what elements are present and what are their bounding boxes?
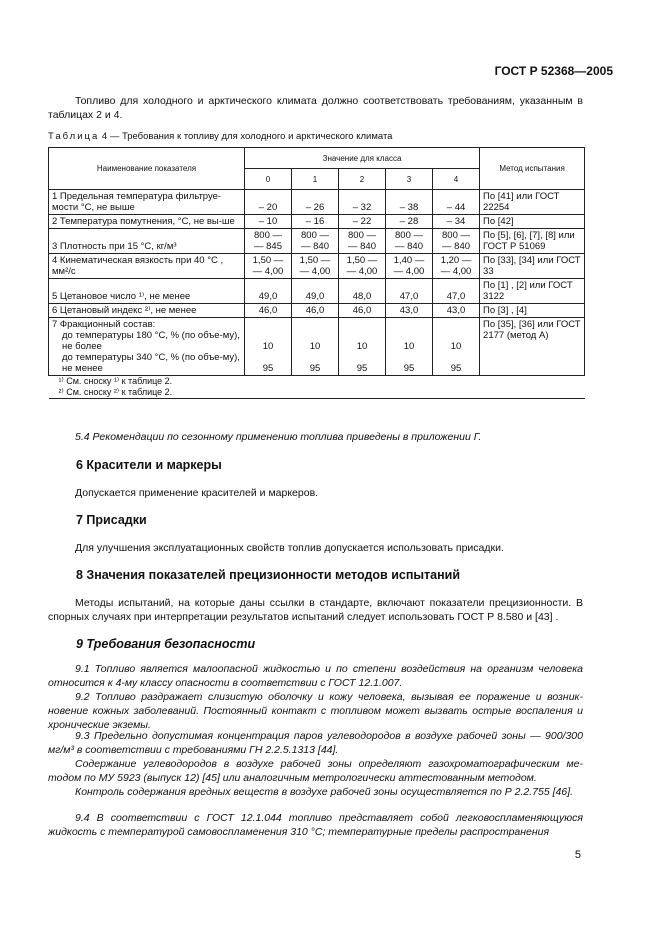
cell-value: 46,0: [339, 304, 386, 318]
cell-value: – 20: [245, 190, 292, 215]
table-row: [49, 254, 585, 279]
cell-value: – 28: [386, 215, 433, 229]
row-method: По [5], [6], [7], [8] или ГОСТ Р 51069: [480, 229, 585, 254]
row-method: По [1] , [2] или ГОСТ 3122: [480, 279, 585, 304]
class-header: 2: [339, 169, 386, 190]
table-note: [49, 387, 585, 399]
table-row: [49, 279, 585, 304]
cell-value: – 16: [292, 215, 339, 229]
fraction-title: 7 Фракционный состав:: [52, 319, 156, 330]
row-name: 6 Цетановый индекс ²⁾, не менее: [49, 304, 245, 318]
cell-value: – 32: [339, 190, 386, 215]
cell-value: [339, 318, 386, 376]
section-7-text: Для улучшения эксплуатационных свойств топлив допускается использовать присадки.: [75, 542, 504, 554]
value-340: 95: [309, 363, 321, 374]
cell-value: 1,20 — — 4,00: [433, 254, 480, 279]
table-row: [49, 318, 585, 376]
table-row: [49, 304, 585, 318]
cell-value: 1,50 — — 4,00: [292, 254, 339, 279]
page-number: 5: [574, 849, 581, 861]
document-code: ГОСТ Р 52368—2005: [494, 64, 613, 78]
cell-value: 47,0: [433, 279, 480, 304]
cell-value: 49,0: [245, 279, 292, 304]
paragraph-9-3-content: Содержание углеводородов в воздухе рабочей зоны определяют газохроматографическим ме-тодом по МУ 5923 (выпуск 12) [45] или аналогичным метрологически аттестованным методом.: [48, 758, 583, 784]
table-note: [49, 376, 585, 388]
note-text: ¹⁾ См. сноску ¹⁾ к таблице 2.: [58, 376, 173, 386]
row-method: По [35], [36] или ГОСТ 2177 (метод А): [480, 318, 585, 376]
cell-value: 800 — — 840: [386, 229, 433, 254]
class-header: 0: [245, 169, 292, 190]
note-text: ²⁾ См. сноску ²⁾ к таблице 2.: [49, 387, 585, 399]
class-header: 3: [386, 169, 433, 190]
paragraph-9-4: 9.4 В соответствии с ГОСТ 12.1.044 топливо представляет собой легковоспламеняющуюся жидкость с температурой самовоспламенения 310 °С; температурные пределы распространения: [48, 812, 583, 838]
cell-value: 800 — — 840: [339, 229, 386, 254]
value-180: 10: [309, 341, 321, 352]
value-340: 95: [450, 363, 462, 374]
fraction-180: до температуры 180 °С, % (по объе-му), не более: [62, 330, 240, 352]
paragraph-9-1: 9.1 Топливо является малоопасной жидкостью и по степени воздействия на организм человека относится к 4-му классу опасности в соответствии с ГОСТ 12.1.007.: [48, 663, 583, 689]
value-180: 10: [262, 341, 274, 352]
cell-value: [245, 318, 292, 376]
cell-value: 1,50 — — 4,00: [339, 254, 386, 279]
paragraph-5-4: 5.4 Рекомендации по сезонному применению топлива приведены в приложении Г.: [75, 431, 482, 443]
value-340: 95: [262, 363, 274, 374]
cell-value: [433, 318, 480, 376]
cell-value: 1,40 — — 4,00: [386, 254, 433, 279]
class-header: 4: [433, 169, 480, 190]
value-180: 10: [450, 341, 462, 352]
col-name-header: Наименование показателя: [49, 148, 245, 190]
table-caption-label: Таблица: [48, 131, 100, 142]
cell-value: – 34: [433, 215, 480, 229]
table-caption-text: 4 — Требования к топливу для холодного и арктического климата: [101, 131, 393, 142]
cell-value: 800 — — 845: [245, 229, 292, 254]
value-340: 95: [403, 363, 415, 374]
section-8-title: 8 Значения показателей прецизионности методов испытаний: [76, 568, 461, 582]
cell-value: 800 — — 840: [292, 229, 339, 254]
section-7-title: 7 Присадки: [76, 513, 147, 527]
cell-value: – 10: [245, 215, 292, 229]
cell-value: – 38: [386, 190, 433, 215]
row-name: 3 Плотность при 15 °С, кг/м³: [49, 229, 245, 254]
row-method: По [33], [34] или ГОСТ 33: [480, 254, 585, 279]
cell-value: 46,0: [245, 304, 292, 318]
row-method: По [42]: [480, 215, 585, 229]
requirements-table: [48, 147, 585, 399]
cell-value: – 22: [339, 215, 386, 229]
cell-value: 800 — — 840: [433, 229, 480, 254]
table-row: [49, 215, 585, 229]
cell-value: [292, 318, 339, 376]
cell-value: 47,0: [386, 279, 433, 304]
row-method: По [3] , [4]: [480, 304, 585, 318]
cell-value: 43,0: [433, 304, 480, 318]
paragraph-9-2: 9.2 Топливо раздражает слизистую оболочку и кожу человека, вызывая ее поражение и возник-новение кожных заболеваний. Постоянный контакт с топливом может вызвать острые воспаления и хронические экземы.: [48, 691, 583, 731]
value-340: 95: [356, 363, 368, 374]
paragraph-9-3: 9.3 Предельно допустимая концентрация паров углеводородов в воздухе рабочей зоны — 900/300 мг/м³ в соответствии с требованиями ГН 2.2.5.1313 [44].: [48, 730, 583, 756]
row-name: 4 Кинематическая вязкость при 40 °С , мм²/с: [49, 254, 245, 279]
section-8-text: Методы испытаний, на которые даны ссылки в стандарте, включают показатели прецизионности. В спорных случаях при интерпретации результатов испытаний следует использовать ГОСТ Р 8.580 и [43] .: [48, 597, 583, 623]
cell-value: 43,0: [386, 304, 433, 318]
value-180: 10: [356, 341, 368, 352]
col-class-header: Значение для класса: [245, 148, 480, 169]
cell-value: 48,0: [339, 279, 386, 304]
row-method: По [41] или ГОСТ 22254: [480, 190, 585, 215]
row-name: 2 Температура помутнения, °С, не вы-ше: [49, 215, 245, 229]
table-caption: [48, 131, 392, 142]
cell-value: – 44: [433, 190, 480, 215]
row-name: 1 Предельная температура фильтруе-мости °С, не выше: [49, 190, 245, 215]
table-row: [49, 190, 585, 215]
cell-value: 49,0: [292, 279, 339, 304]
paragraph-9-3-control: Контроль содержания вредных веществ в воздухе рабочей зоны осуществляется по Р 2.2.755 [46].: [75, 786, 574, 798]
cell-value: [386, 318, 433, 376]
cell-value: – 26: [292, 190, 339, 215]
intro-paragraph: Топливо для холодного и арктического климата должно соответствовать требованиям, указанным в таблицах 2 и 4.: [48, 95, 583, 121]
table-row: [49, 229, 585, 254]
value-180: 10: [403, 341, 415, 352]
cell-value: 46,0: [292, 304, 339, 318]
cell-value: 1,50 — — 4,00: [245, 254, 292, 279]
section-9-title: 9 Требования безопасности: [76, 637, 256, 651]
class-header: 1: [292, 169, 339, 190]
col-method-header: Метод испытания: [480, 148, 585, 190]
section-6-title: 6 Красители и маркеры: [76, 458, 222, 472]
row-name: 5 Цетановое число ¹⁾, не менее: [49, 279, 245, 304]
fraction-340: до температуры 340 °С, % (по объе-му), не менее: [62, 352, 240, 374]
section-6-text: Допускается применение красителей и маркеров.: [75, 487, 319, 499]
row-name: [49, 318, 245, 376]
